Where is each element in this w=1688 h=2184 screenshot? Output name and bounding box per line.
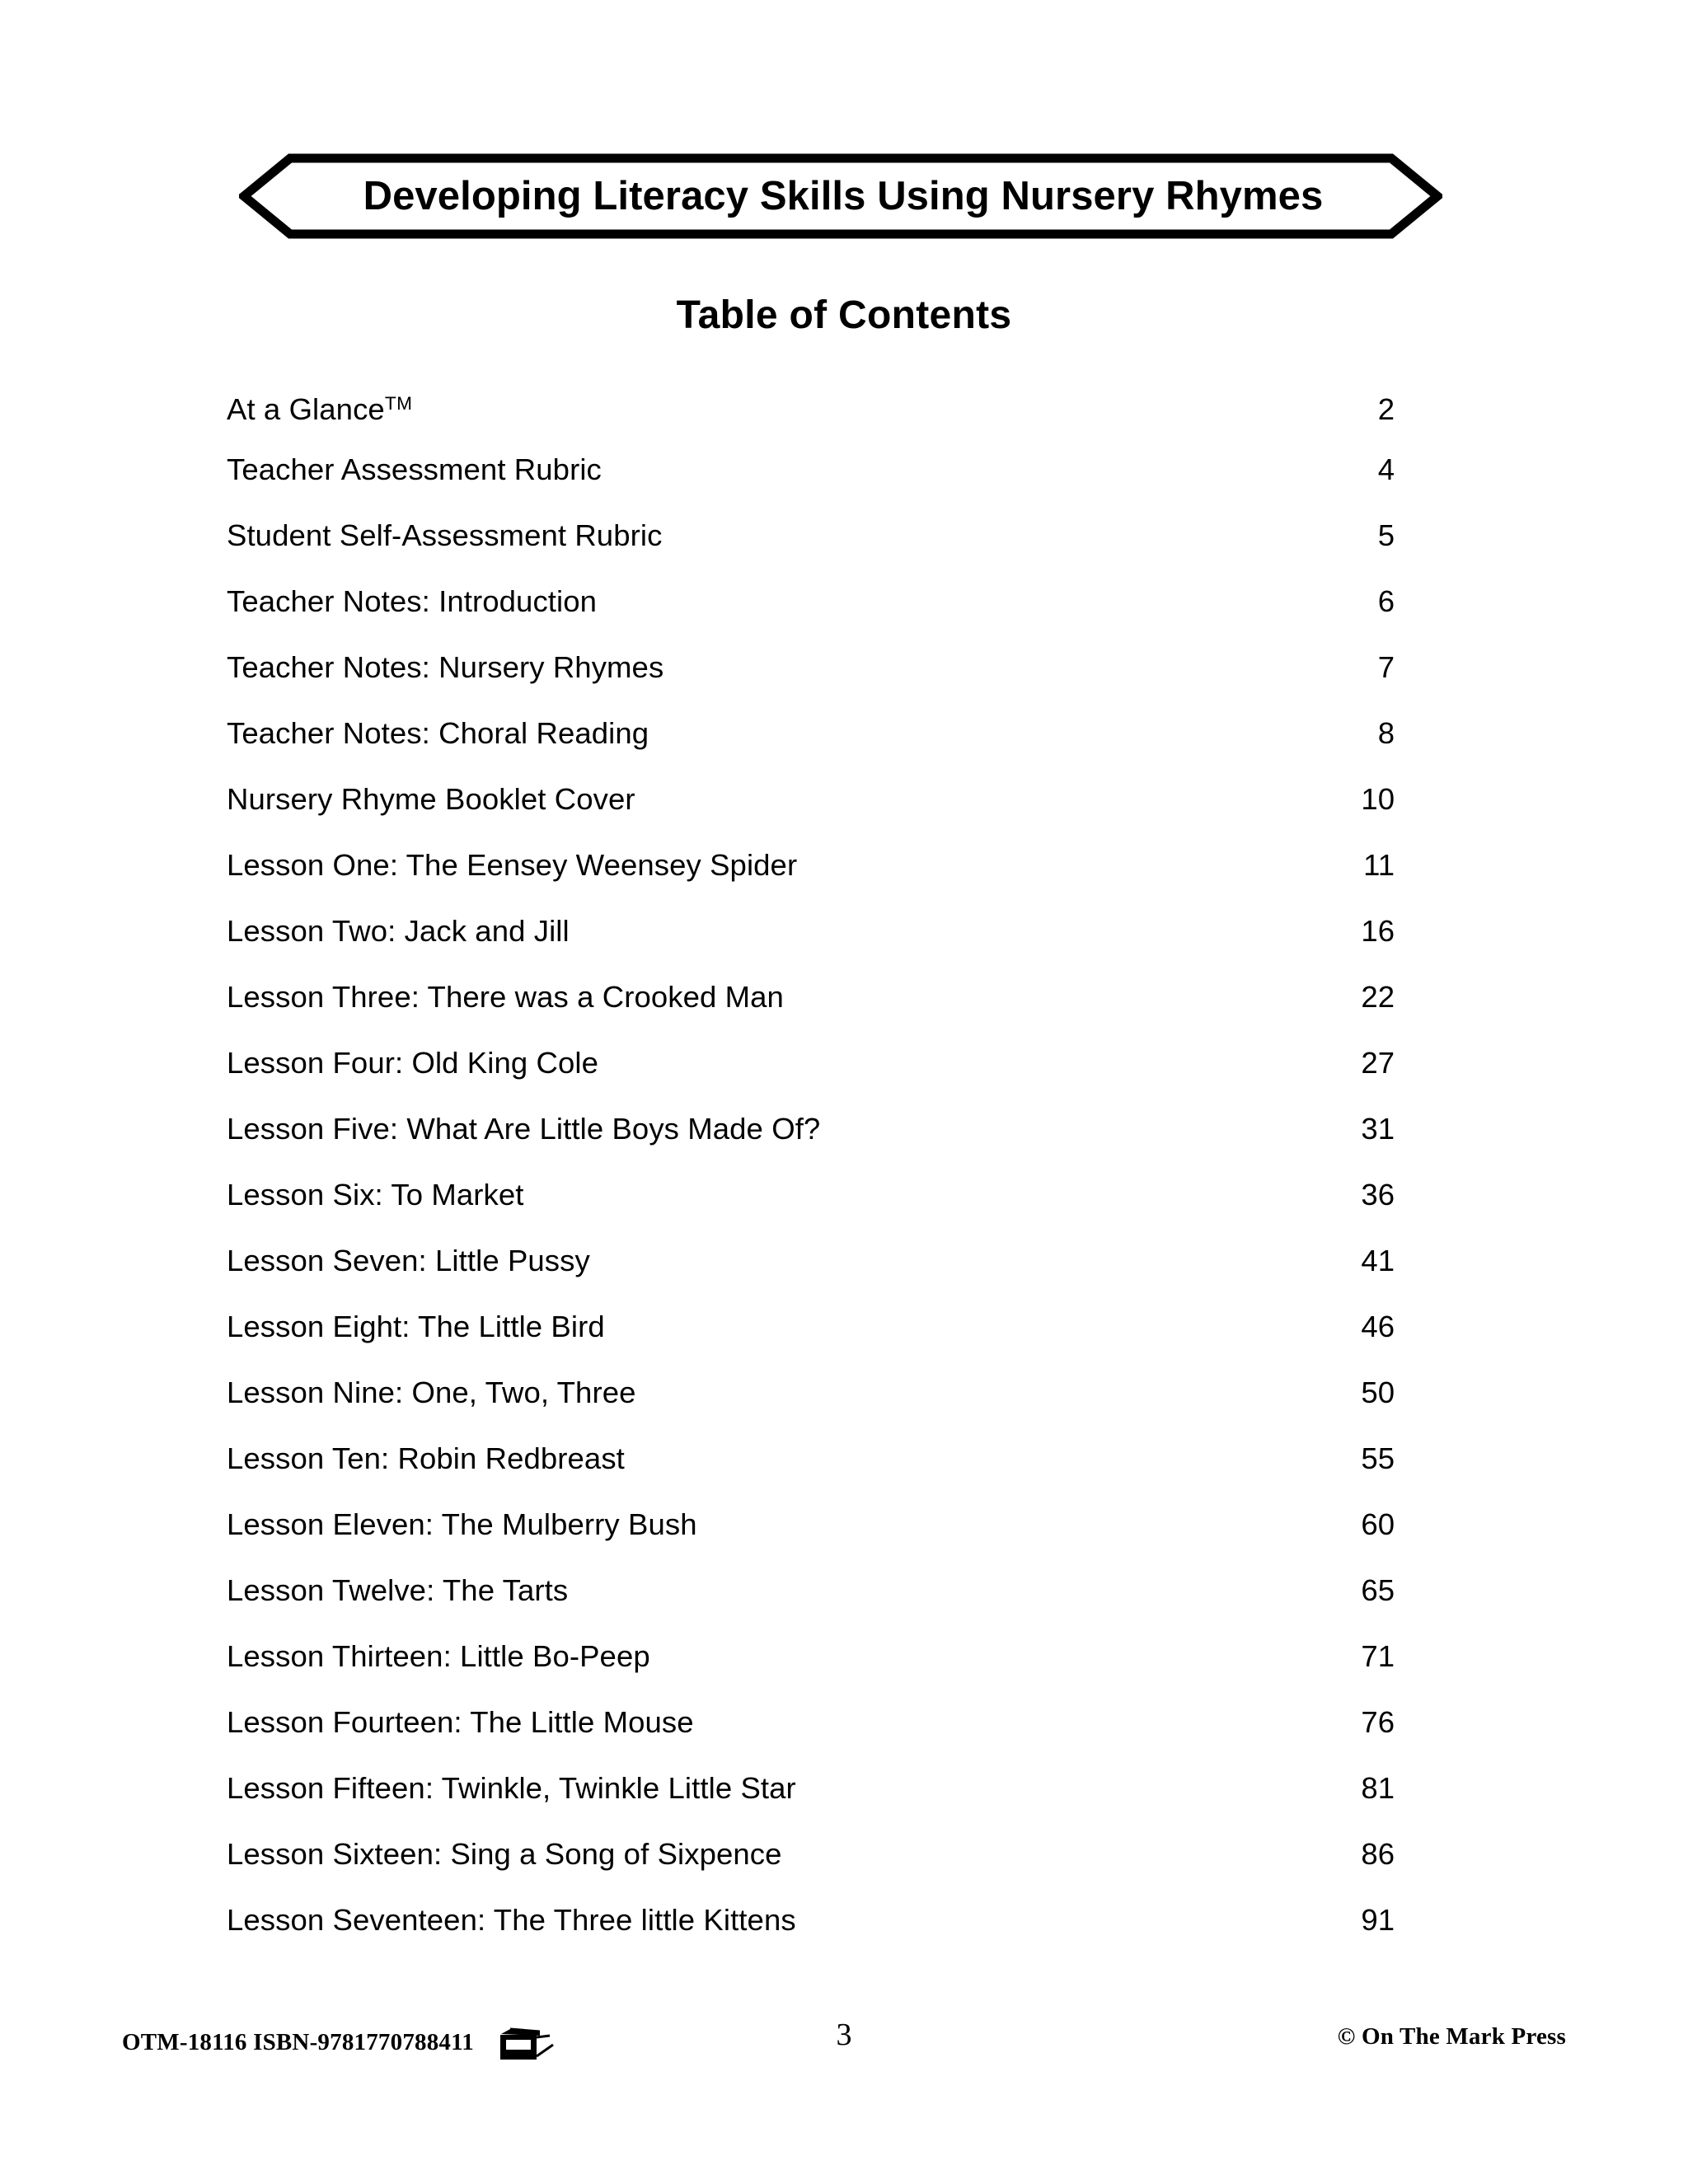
toc-dot-leader bbox=[579, 912, 1315, 942]
toc-entry-page-number: 8 bbox=[1377, 716, 1395, 750]
toc-entry-label: Lesson Four: Old King Cole bbox=[227, 1046, 598, 1080]
toc-entry[interactable] bbox=[227, 832, 1395, 898]
toc-entry[interactable] bbox=[227, 1030, 1395, 1096]
toc-dot-leader bbox=[791, 1835, 1315, 1865]
toc-entry[interactable] bbox=[227, 964, 1395, 1030]
toc-entry[interactable] bbox=[227, 1096, 1395, 1162]
toc-dot-leader bbox=[605, 1307, 1315, 1338]
toc-entry[interactable] bbox=[227, 1887, 1395, 1953]
toc-entry-page-number: 60 bbox=[1361, 1507, 1395, 1541]
toc-dot-leader bbox=[422, 389, 1316, 419]
toc-entry[interactable] bbox=[227, 1228, 1395, 1294]
banner-title-text: Developing Literacy Skills Using Nursery Rhymes bbox=[363, 174, 1324, 218]
toc-entry-label: Lesson One: The Eensey Weensey Spider bbox=[227, 848, 798, 882]
toc-entry[interactable] bbox=[227, 1360, 1395, 1426]
toc-dot-leader bbox=[805, 1900, 1315, 1931]
toc-entry[interactable] bbox=[227, 1755, 1395, 1821]
toc-dot-leader bbox=[598, 1043, 1315, 1074]
toc-entry-label: Lesson Eight: The Little Bird bbox=[227, 1310, 605, 1343]
toc-entry-page-number: 36 bbox=[1361, 1178, 1395, 1212]
toc-dot-leader bbox=[671, 516, 1315, 546]
toc-entry-label: Lesson Seven: Little Pussy bbox=[227, 1244, 590, 1277]
toc-entry-page-number: 16 bbox=[1361, 914, 1395, 948]
toc-entry-label: Lesson Eleven: The Mulberry Bush bbox=[227, 1507, 697, 1541]
toc-dot-leader bbox=[806, 846, 1315, 876]
toc-entry-page-number: 10 bbox=[1361, 782, 1395, 816]
toc-entry-page-number: 27 bbox=[1361, 1046, 1395, 1080]
toc-entry[interactable] bbox=[227, 437, 1395, 503]
toc-dot-leader bbox=[602, 450, 1315, 480]
toc-entry-page-number: 22 bbox=[1361, 980, 1395, 1014]
toc-entry[interactable] bbox=[227, 898, 1395, 964]
title-banner bbox=[239, 153, 1442, 239]
page-footer bbox=[0, 2018, 1688, 2081]
footer-catalog-isbn: OTM-18116 ISBN-9781770788411 bbox=[122, 2028, 474, 2055]
toc-entry[interactable] bbox=[227, 701, 1395, 766]
toc-entry-page-number: 2 bbox=[1377, 391, 1395, 426]
toc-entry-page-number: 76 bbox=[1361, 1705, 1395, 1739]
toc-entry-page-number: 46 bbox=[1361, 1310, 1395, 1343]
toc-entry[interactable] bbox=[227, 1690, 1395, 1755]
toc-entry-label: Lesson Fourteen: The Little Mouse bbox=[227, 1705, 694, 1739]
toc-entry-page-number: 4 bbox=[1377, 452, 1395, 486]
toc-entry-page-number: 55 bbox=[1361, 1441, 1395, 1475]
toc-entry[interactable] bbox=[227, 1294, 1395, 1360]
toc-dot-leader bbox=[634, 1439, 1315, 1469]
toc-entry[interactable] bbox=[227, 766, 1395, 832]
toc-entry-page-number: 6 bbox=[1377, 584, 1395, 618]
toc-entry-page-number: 81 bbox=[1361, 1771, 1395, 1805]
toc-entry[interactable] bbox=[227, 1558, 1395, 1624]
toc-entry-label: Lesson Nine: One, Two, Three bbox=[227, 1376, 636, 1409]
toc-entry-page-number: 5 bbox=[1377, 518, 1395, 552]
toc-entry-label: Lesson Seventeen: The Three little Kittens bbox=[227, 1903, 796, 1937]
toc-entry-label: Teacher Notes: Nursery Rhymes bbox=[227, 650, 664, 684]
toc-dot-leader bbox=[645, 780, 1315, 810]
toc-entry[interactable] bbox=[227, 635, 1395, 701]
toc-entry[interactable] bbox=[227, 1426, 1395, 1492]
toc-entry-label: Teacher Notes: Introduction bbox=[227, 584, 598, 618]
toc-dot-leader bbox=[793, 977, 1315, 1008]
toc-entry-label: Lesson Twelve: The Tarts bbox=[227, 1573, 569, 1607]
toc-entry-page-number: 91 bbox=[1361, 1903, 1395, 1937]
toc-dot-leader bbox=[697, 1505, 1315, 1535]
toc-entry[interactable] bbox=[227, 371, 1395, 437]
toc-entry[interactable] bbox=[227, 569, 1395, 635]
toc-entry-label: Lesson Two: Jack and Jill bbox=[227, 914, 570, 948]
toc-entry-label: Teacher Assessment Rubric bbox=[227, 452, 602, 486]
toc-dot-leader bbox=[597, 582, 1315, 612]
toc-dot-leader bbox=[654, 1373, 1315, 1404]
toc-entry-page-number: 11 bbox=[1363, 848, 1395, 882]
toc-entry-label: Lesson Sixteen: Sing a Song of Sixpence bbox=[227, 1837, 782, 1871]
toc-entry-label: Lesson Three: There was a Crooked Man bbox=[227, 980, 784, 1014]
toc-dot-leader bbox=[820, 1109, 1315, 1140]
toc-dot-leader bbox=[703, 1703, 1315, 1733]
toc-entry-label: Lesson Ten: Robin Redbreast bbox=[227, 1441, 625, 1475]
toc-entry-label: Student Self-Assessment Rubric bbox=[227, 518, 663, 552]
toc-dot-leader bbox=[533, 1175, 1315, 1206]
toc-entry-label: Lesson Six: To Market bbox=[227, 1178, 524, 1212]
toc-entry[interactable] bbox=[227, 1492, 1395, 1558]
footer-page-number: 3 bbox=[836, 2018, 852, 2052]
toc-entry-label: Lesson Thirteen: Little Bo-Peep bbox=[227, 1639, 650, 1673]
toc-entry[interactable] bbox=[227, 503, 1395, 569]
trademark-symbol: TM bbox=[384, 393, 413, 414]
table-of-contents-list bbox=[227, 371, 1395, 1953]
toc-dot-leader bbox=[599, 1241, 1315, 1272]
toc-entry-label: Lesson Five: What Are Little Boys Made Of? bbox=[227, 1112, 821, 1146]
toc-dot-leader bbox=[663, 648, 1315, 678]
toc-dot-leader bbox=[649, 714, 1315, 744]
toc-entry-label: Teacher Notes: Choral Reading bbox=[227, 716, 649, 750]
toc-entry-page-number: 41 bbox=[1361, 1244, 1395, 1277]
toc-entry[interactable] bbox=[227, 1162, 1395, 1228]
footer-copyright: © On The Mark Press bbox=[1337, 2023, 1566, 2050]
toc-entry[interactable] bbox=[227, 1821, 1395, 1887]
toc-dot-leader bbox=[805, 1769, 1315, 1799]
toc-entry-page-number: 71 bbox=[1361, 1639, 1395, 1673]
toc-entry-page-number: 86 bbox=[1361, 1837, 1395, 1871]
toc-dot-leader bbox=[586, 1571, 1315, 1601]
page-title: Table of Contents bbox=[676, 293, 1012, 337]
toc-entry-label: Lesson Fifteen: Twinkle, Twinkle Little Star bbox=[227, 1771, 796, 1805]
toc-entry-page-number: 50 bbox=[1361, 1376, 1395, 1409]
toc-entry[interactable] bbox=[227, 1624, 1395, 1690]
toc-dot-leader bbox=[659, 1637, 1315, 1667]
toc-entry-label: Nursery Rhyme Booklet Cover bbox=[227, 782, 635, 816]
toc-entry-label: At a Glance™ bbox=[227, 391, 413, 426]
toc-entry-page-number: 31 bbox=[1361, 1112, 1395, 1146]
toc-entry-page-number: 65 bbox=[1361, 1573, 1395, 1607]
toc-entry-page-number: 7 bbox=[1377, 650, 1395, 684]
